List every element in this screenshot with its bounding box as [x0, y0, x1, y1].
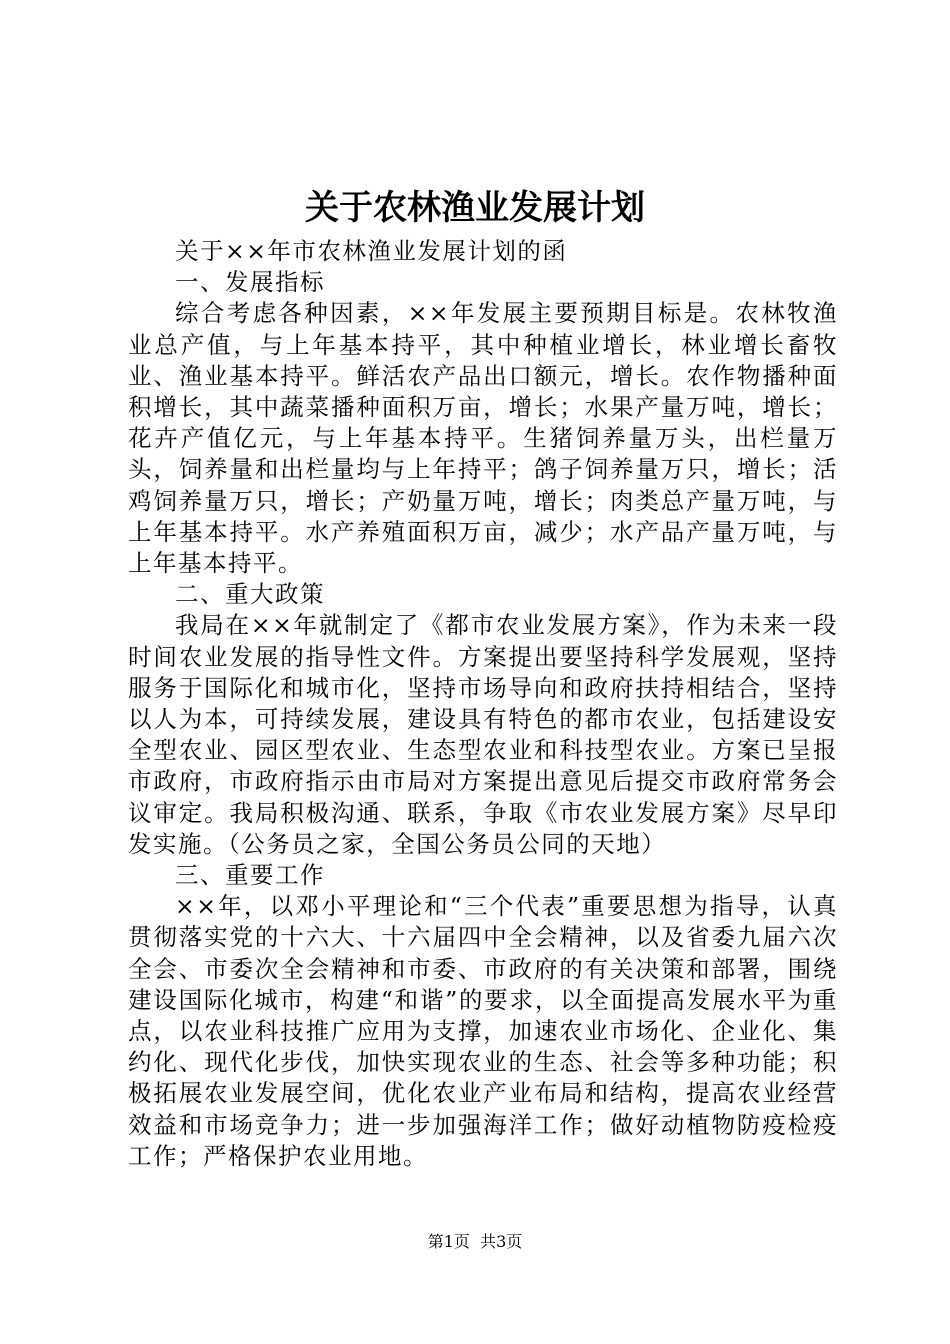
- page-number: 第1页 共3页: [427, 1232, 523, 1251]
- paragraph-work: ××年，以邓小平理论和“三个代表”重要思想为指导，认真贯彻落实党的十六大、十六届四中全会精神，以及省委九届六次全会、市委次全会精神和市委、市政府的有关决策和部署，围绕建设国际化城市，构建“和谐”的要求，以全面提高发展水平为重点，以农业科技推广应用为支撑，加速农业市场化、企业化、集约化、现代化步伐，加快实现农业的生态、社会等多种功能；积极拓展农业发展空间，优化农业产业布局和结构，提高农业经营效益和市场竞争力；进一步加强海洋工作；做好动植物防疫检疫工作；严格保护农业用地。: [128, 892, 838, 1170]
- paragraph-indicators: 综合考虑各种因素，××年发展主要预期目标是。农林牧渔业总产值，与上年基本持平，其中种植业增长，林业增长畜牧业、渔业基本持平。鲜活农产品出口额元，增长。农作物播种面积增长，其中蔬菜播种面积万亩，增长；水果产量万吨，增长；花卉产值亿元，与上年基本持平。生猪饲养量万头，出栏量万头，饲养量和出栏量均与上年持平；鸽子饲养量万只，增长；活鸡饲养量万只，增长；产奶量万吨，增长；肉类总产量万吨，与上年基本持平。水产养殖面积万亩，减少；水产品产量万吨，与上年基本持平。: [128, 299, 838, 578]
- paragraph-letter-heading: 关于××年市农林渔业发展计划的函: [175, 237, 568, 265]
- page-footer: [0, 1230, 950, 1254]
- section-heading-work: 三、重要工作: [175, 861, 325, 890]
- document-title: 关于农林渔业发展计划: [305, 188, 645, 228]
- paragraph-policies: 我局在××年就制定了《都市农业发展方案》，作为未来一段时间农业发展的指导性文件。方案提出要坚持科学发展观，坚持服务于国际化和城市化，坚持市场导向和政府扶持相结合，坚持以人为本，可持续发展，建设具有特色的都市农业，包括建设安全型农业、园区型农业、生态型农业和科技型农业。方案已呈报市政府，市政府指示由市局对方案提出意见后提交市政府常务会议审定。我局积极沟通、联系，争取《市农业发展方案》尽早印发实施。（公务员之家，全国公务员公同的天地）: [128, 611, 838, 858]
- document-body: [128, 236, 838, 1172]
- section-heading-indicators: 一、发展指标: [175, 268, 325, 297]
- section-heading-policies: 二、重大政策: [175, 580, 325, 609]
